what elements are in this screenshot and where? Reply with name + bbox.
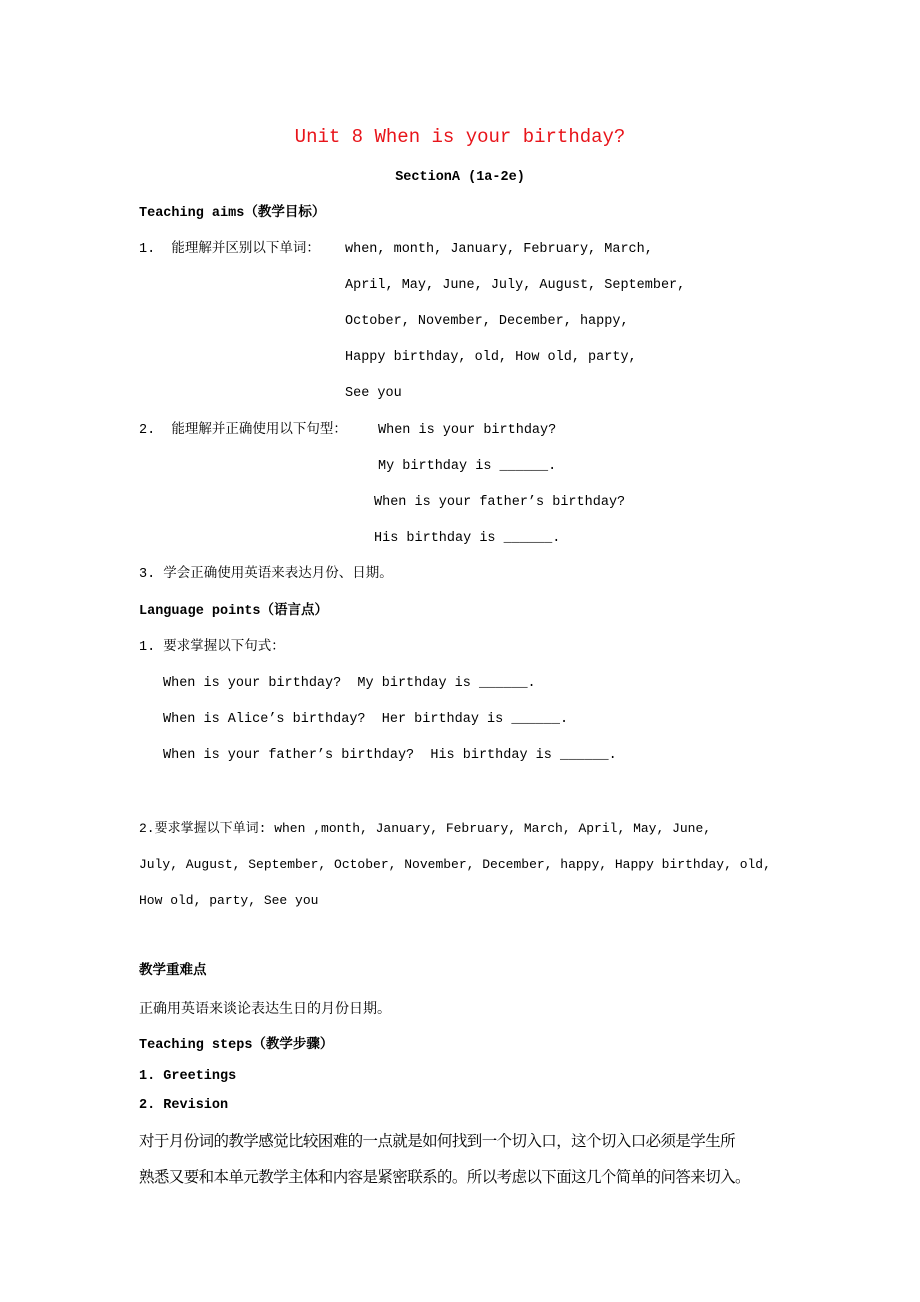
aims-vocab-line: See you xyxy=(345,386,402,401)
step-greetings: 1. Greetings xyxy=(139,1069,237,1084)
aims-vocab-line: Happy birthday, old, How old, party, xyxy=(345,350,637,365)
aims-vocab-line: October, November, December, happy, xyxy=(345,314,629,329)
aims-item1-label: 1. 能理解并区别以下单词： xyxy=(139,242,320,257)
lp-vocab-line: July, August, September, October, November, December, happy, Happy birthday, old, xyxy=(139,857,771,872)
document-title: Unit 8 When is your birthday? xyxy=(294,126,626,148)
lp-vocab-line: 2.要求掌握以下单词: when ,month, January, February, March, April, May, June, xyxy=(139,821,712,836)
lp-sentence-line: When is Alice’s birthday? Her birthday is ______. xyxy=(163,712,569,727)
aims-sentence-line: When is your birthday? xyxy=(378,423,557,438)
step-revision: 2. Revision xyxy=(139,1098,229,1113)
section-subtitle: SectionA (1a-2e) xyxy=(395,170,525,185)
key-points-text: 正确用英语来谈论表达生日的月份日期。 xyxy=(139,1001,391,1017)
aims-sentence-line: My birthday is ______. xyxy=(378,459,557,474)
aims-vocab-line: April, May, June, July, August, September, xyxy=(345,278,686,293)
teaching-aims-heading: Teaching aims（教学目标） xyxy=(139,206,326,221)
steps-paragraph-line: 熟悉又要和本单元教学主体和内容是紧密联系的。所以考虑以下面这几个简单的问答来切入。 xyxy=(139,1168,750,1186)
teaching-steps-heading: Teaching steps（教学步骤） xyxy=(139,1038,334,1053)
aims-sentence-line: His birthday is ______. xyxy=(374,531,561,546)
aims-item2-label: 2. 能理解并正确使用以下句型： xyxy=(139,423,347,438)
steps-paragraph-line: 对于月份词的教学感觉比较困难的一点就是如何找到一个切入口，这个切入口必须是学生所 xyxy=(139,1132,736,1150)
aims-item3: 3. 学会正确使用英语来表达月份、日期。 xyxy=(139,567,393,582)
lp-vocab-line: How old, party, See you xyxy=(139,893,319,908)
language-points-heading: Language points（语言点） xyxy=(139,604,329,619)
lp-sentence-line: When is your father’s birthday? His birthday is ______. xyxy=(163,748,617,763)
lp-sentence-line: When is your birthday? My birthday is ______. xyxy=(163,676,536,691)
aims-sentence-line: When is your father’s birthday? xyxy=(374,495,626,510)
aims-vocab-line: when, month, January, February, March, xyxy=(345,242,653,257)
lp-item1-label: 1. 要求掌握以下句式： xyxy=(139,640,285,655)
key-points-heading: 教学重难点 xyxy=(139,964,207,979)
